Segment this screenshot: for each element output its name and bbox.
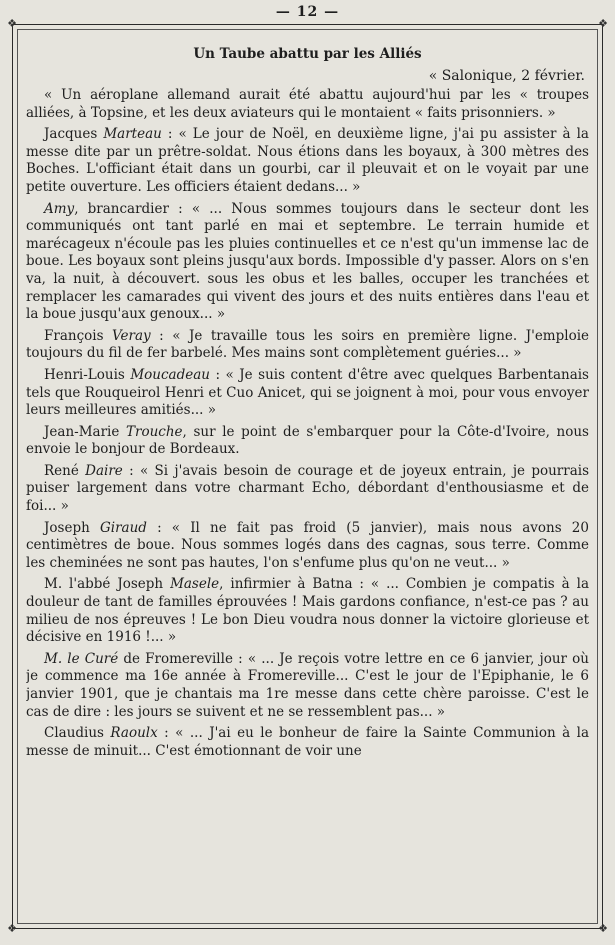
corner-ornament-icon: ❖ (7, 922, 17, 935)
letter-excerpt: Joseph Giraud : « Il ne fait pas froid (5 janvier), mais nous avons 20 centimètres de boue. Nous sommes logés dans des cagnas, sous terre. Comme les cheminées ne sont pas hautes, l'on s'enfume plus qu'on ne veut... » (26, 519, 589, 571)
corner-ornament-icon: ❖ (598, 17, 608, 30)
correspondent-name: Marteau (103, 126, 162, 143)
correspondent-name: Amy (44, 200, 75, 217)
letter-excerpt: M. l'abbé Joseph Masele, infirmier à Batna : « ... Combien je compatis à la douleur de tant de familles éprouvées ! Mais gardons confiance, n'est-ce pas ? au milieu de nos épreuves ! Le bon Dieu voudra nous donner la victoire glorieuse et décisive en 1916 !... » (26, 576, 589, 646)
correspondent-name: Daire (85, 462, 123, 479)
corner-ornament-icon: ❖ (598, 922, 608, 935)
correspondent-name: M. le Curé (44, 650, 119, 667)
correspondent-name: Trouche (126, 423, 183, 440)
correspondent-name: Veray (112, 327, 151, 344)
article-body (26, 46, 589, 918)
letter-excerpt: Henri-Louis Moucadeau : « Je suis content d'être avec quelques Barbentanais tels que Rouqueirol Henri et Cuo Anicet, qui se joignent à moi, pour vous envoyer leurs meilleures amitiés... » (26, 366, 589, 419)
letter-excerpt: Jacques Marteau : « Le jour de Noël, en deuxième ligne, j'ai pu assister à la messe dite par un prêtre-soldat. Nous étions dans les boyaux, à 300 mètres des Boches. L'officiant était dans un gourbi, car il pleuvait et on le voyait par une petite ouverture. Les officiers étaient dedans... » (26, 126, 589, 195)
letter-excerpt: Jean-Marie Trouche, sur le point de s'embarquer pour la Côte-d'Ivoire, nous envoie le bonjour de Bordeaux. (26, 423, 589, 458)
corner-ornament-icon: ❖ (7, 17, 17, 30)
letter-excerpt: Amy, brancardier : « ... Nous sommes toujours dans le secteur dont les communiqués ont tant parlé en mai et septembre. Le terrain humide et marécageux n'écoule pas les pluies continuelles et ce n'est qu'un immense lac de boue. Les boyaux sont pleins jusqu'aux bords. Impossible d'y passer. Alors on s'en va, la nuit, à découvert. sous les obus et les balles, occuper les tranchées et remplacer les camarades qui vivent des jours et des nuits entières dans l'eau et la boue jusqu'aux genoux... » (26, 200, 589, 323)
correspondent-name: Moucadeau (130, 366, 210, 383)
article-dateline: « Salonique, 2 février. (428, 68, 585, 84)
letter-excerpt: René Daire : « Si j'avais besoin de courage et de joyeux entrain, je pourrais puiser largement dans votre charmant Echo, débordant d'enthousiasme et de foi... » (26, 462, 589, 515)
correspondent-name: Giraud (99, 519, 147, 536)
letter-excerpt: M. le Curé de Fromereville : « ... Je reçois votre lettre en ce 6 janvier, jour où je commence ma 16e année à Fromereville... C'est le jour de l'Epiphanie, le 6 janvier 1901, que je chantais ma 1re messe dans cette chère paroisse. C'est le cas de dire : les jours se suivent et ne se ressemblent pas... » (26, 650, 589, 720)
page-number: — 12 — (275, 4, 340, 20)
news-item: « Un aéroplane allemand aurait été abattu aujourd'hui par les « troupes alliées, à Topsine, et les deux aviateurs qui le montaient « faits prisonniers. » (26, 87, 589, 121)
letter-excerpt: Claudius Raoulx : « ... J'ai eu le bonheur de faire la Sainte Communion à la messe de minuit... C'est émotionnant de voir une (26, 725, 589, 759)
letter-excerpt: François Veray : « Je travaille tous les soirs en première ligne. J'emploie toujours du fil de fer barbelé. Mes mains sont complètement guéries... » (26, 327, 589, 362)
article-title: Un Taube abattu par les Alliés (193, 46, 422, 62)
correspondent-name: Raoulx (110, 725, 158, 742)
correspondent-name: Masele (170, 576, 220, 593)
